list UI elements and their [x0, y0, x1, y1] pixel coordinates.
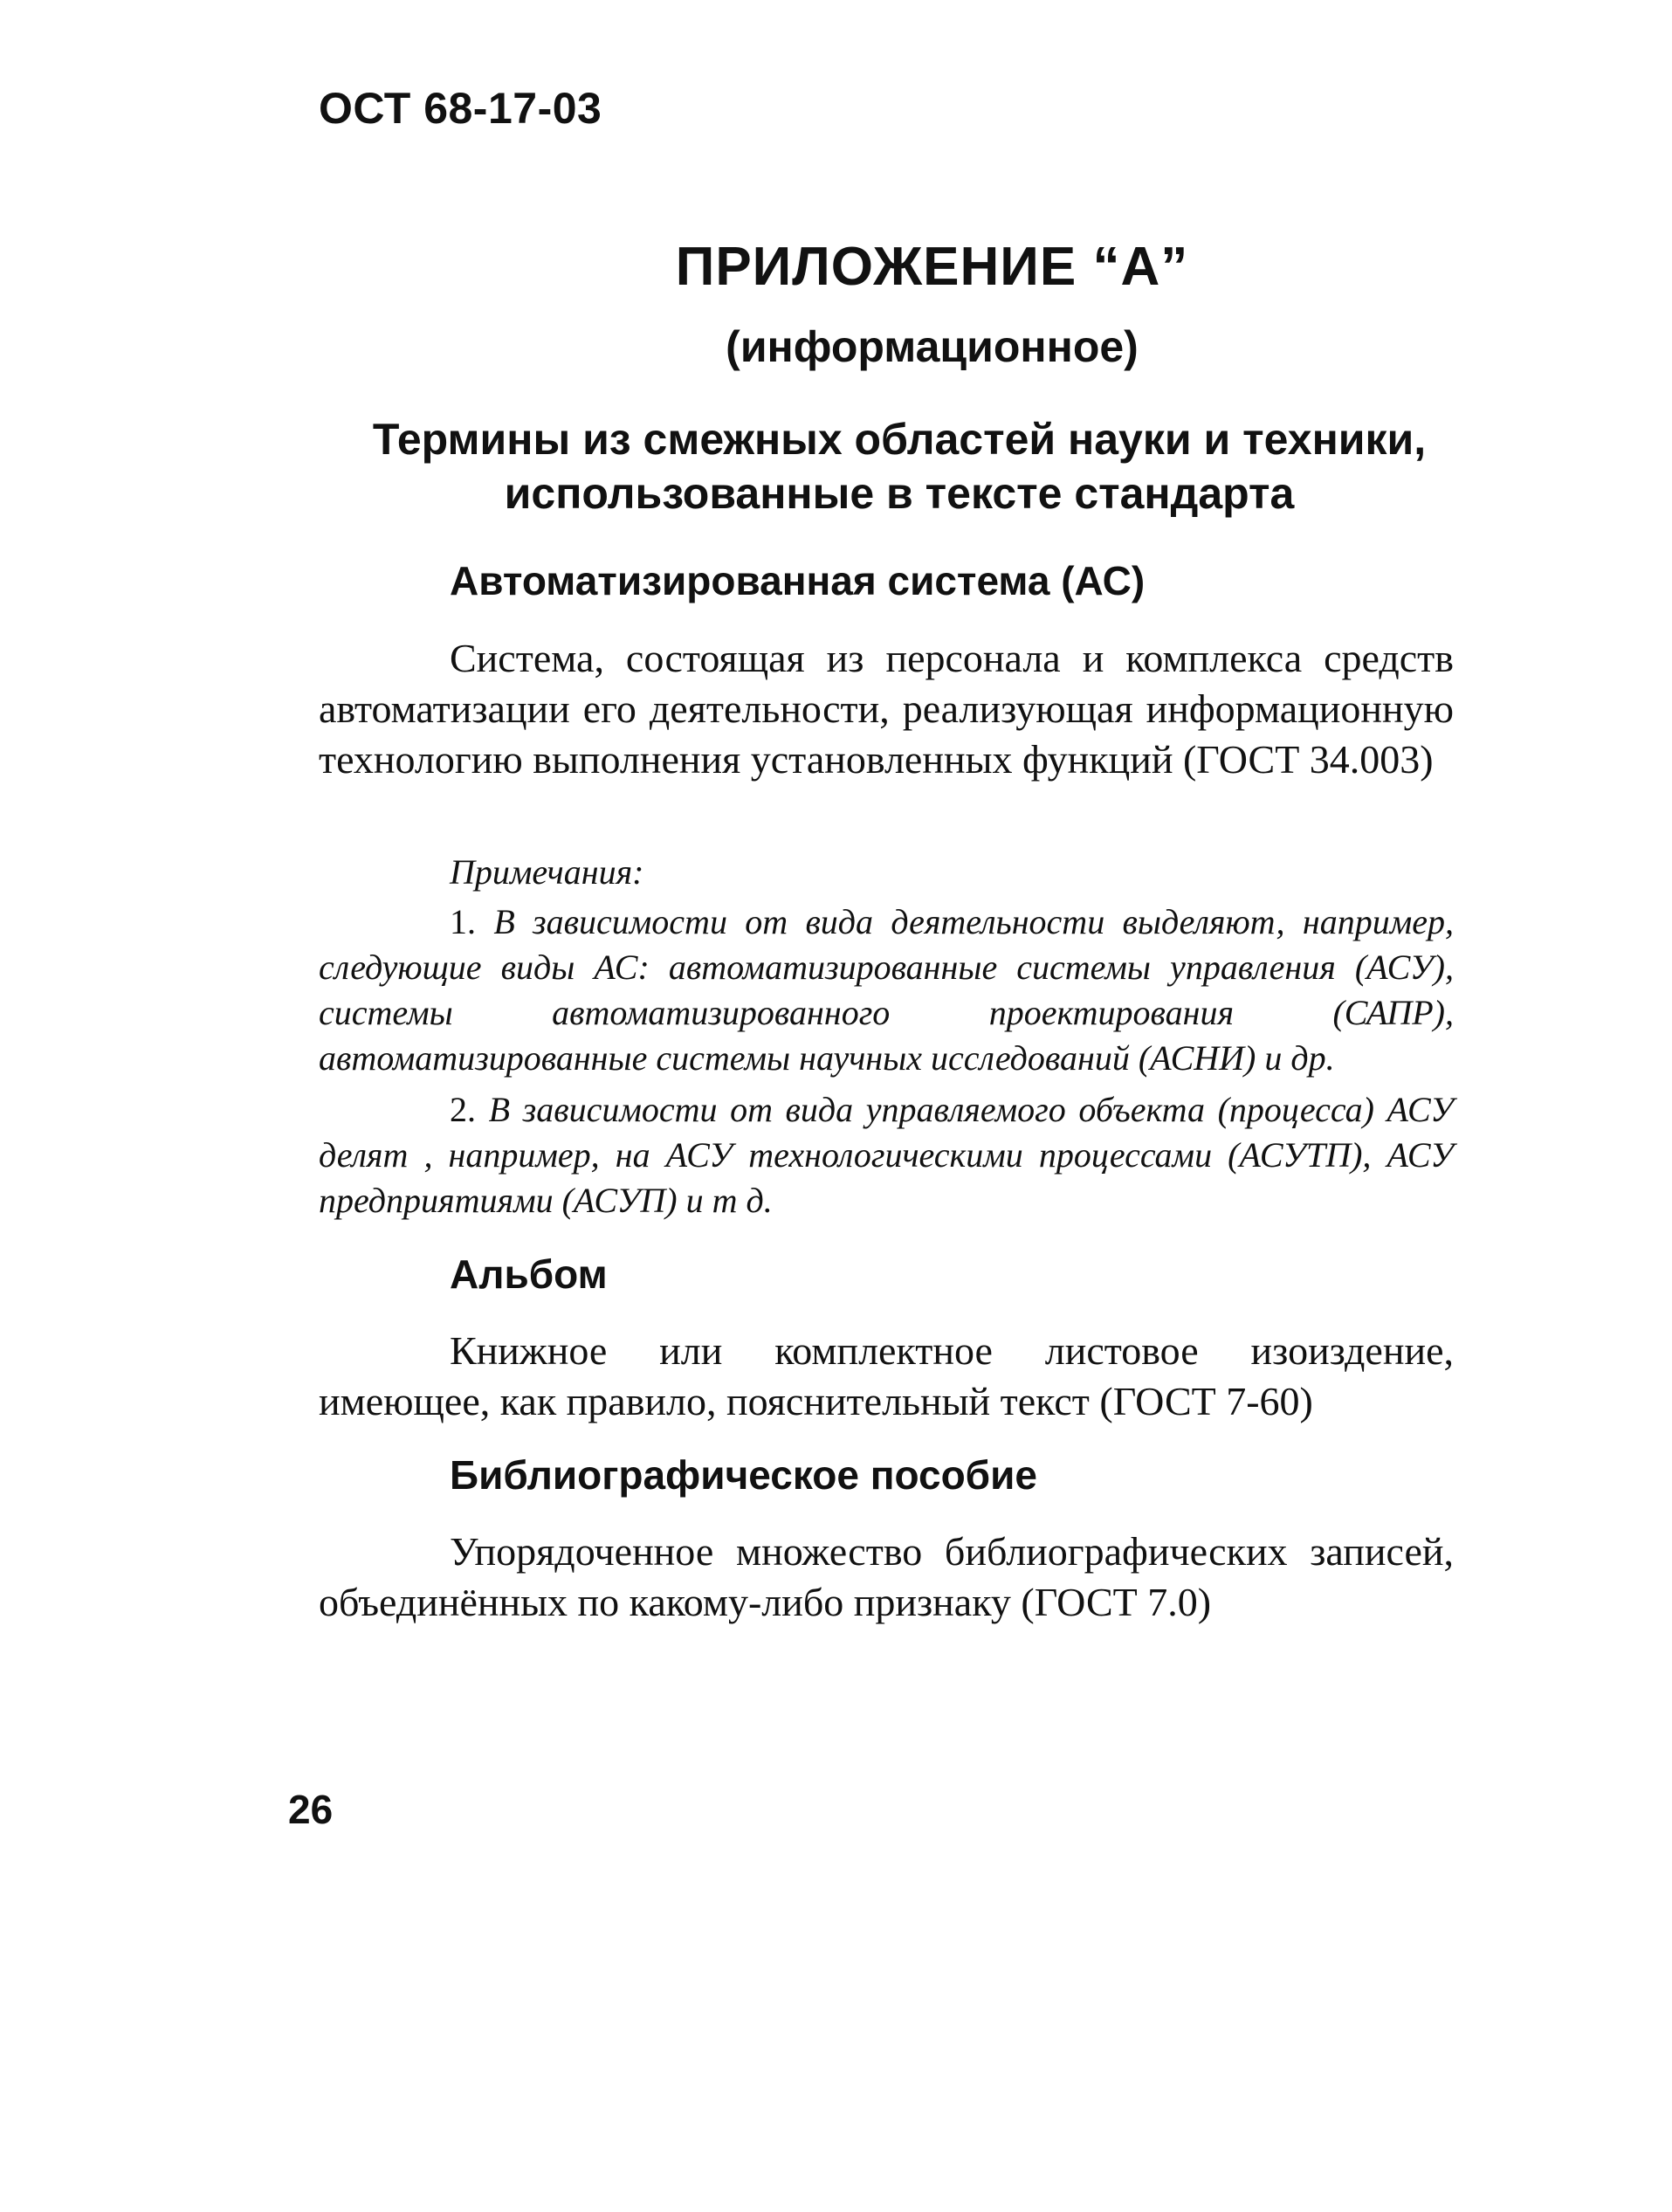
note-item-2 [319, 1087, 1454, 1223]
section-heading: Термины из смежных областей науки и техники, использованные в тексте стандарта [372, 415, 1427, 518]
appendix-title: ПРИЛОЖЕНИЕ “А” [675, 237, 1189, 297]
document-code: ОСТ 68-17-03 [319, 84, 602, 133]
term-heading-automated-system: Автоматизированная система (АС) [450, 558, 1146, 603]
note-text: В зависимости от вида управляемого объекта (процесса) АСУ делят , например, на АСУ технологическими процессами (АСУТП), АСУ предприятиями (АСУП) и т д. [319, 1090, 1455, 1220]
note-number: 2. [450, 1090, 476, 1129]
note-text: В зависимости от вида деятельности выделяют, например, следующие виды АС: автоматизированные системы управления (АСУ), системы автоматизированного проектирования (САПР), автоматизированные системы научных исследований (АСНИ) и др. [319, 902, 1454, 1078]
term-definition-bibliographic-aid: Упорядоченное множество библиографических записей, объединённых по какому-либо признаку (ГОСТ 7.0) [319, 1529, 1454, 1624]
note-item-1 [319, 899, 1454, 1081]
page-number: 26 [288, 1787, 334, 1832]
term-heading-album: Альбом [450, 1251, 608, 1297]
term-definition-album: Книжное или комплектное листовое изоиздение, имеющее, как правило, пояснительный текст (ГОСТ 7-60) [319, 1328, 1454, 1423]
appendix-subtitle: (информационное) [726, 322, 1139, 371]
note-number: 1. [450, 902, 476, 941]
notes-label: Примечания: [450, 852, 644, 892]
term-definition-automated-system: Система, состоящая из персонала и комплекса средств автоматизации его деятельности, реализующая информационную технологию выполнения установленных функций (ГОСТ 34.003) [319, 636, 1454, 782]
term-heading-bibliographic-aid: Библиографическое пособие [450, 1452, 1037, 1498]
